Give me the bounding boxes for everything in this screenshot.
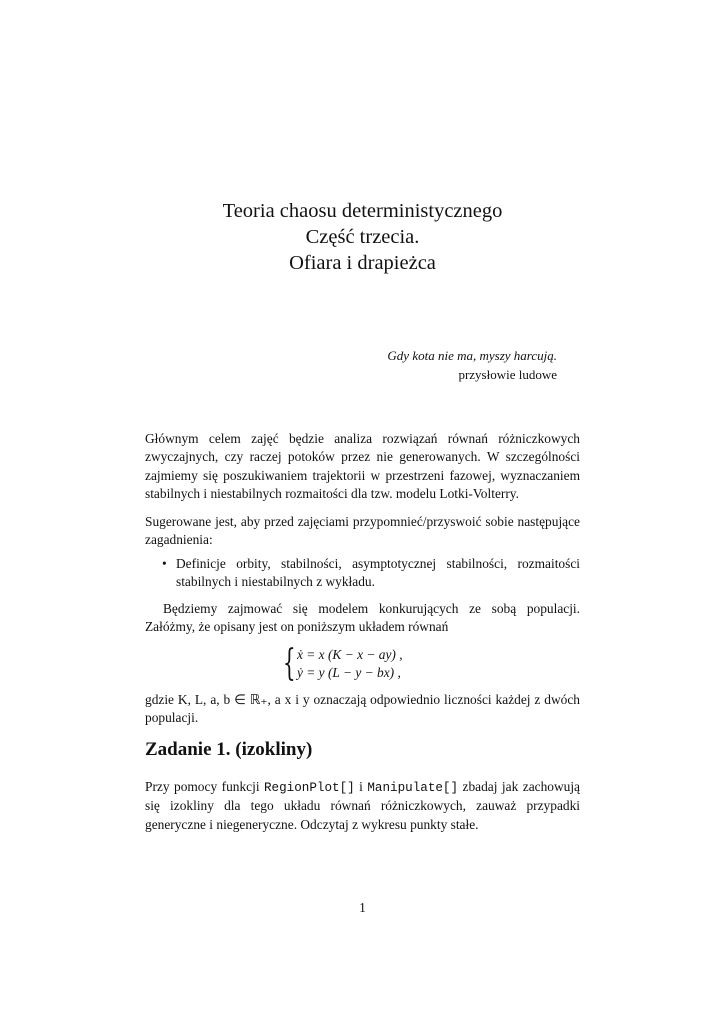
epigraph-quote: Gdy kota nie ma, myszy harcują. (387, 348, 557, 363)
task-text-2: i (354, 779, 368, 794)
intro-paragraph-2: Sugerowane jest, aby przed zajęciami przypomnieć/przyswoić sobie następujące zagadnienia: (145, 514, 580, 548)
task-text-1: Przy pomocy funkcji (145, 779, 264, 794)
code-manipulate: Manipulate[] (367, 781, 459, 795)
equation-x: ẋ = x (K − x − ay) , (297, 647, 403, 662)
task-text-3: zbadaj jak zachowują się izokliny dla tego układu równań różniczkowych, zauważ przypadki generyczne i niegeneryczne. Odczytaj z wykresu punkty stałe. (145, 779, 580, 832)
document-title (0, 198, 725, 276)
title-line-2: Część trzecia. (305, 226, 420, 248)
epigraph-source: przysłowie ludowe (458, 367, 557, 382)
task-paragraph (145, 778, 580, 834)
equation-y: ẏ = y (L − y − bx) , (297, 665, 401, 680)
section-heading: Zadanie 1. (izokliny) (145, 739, 313, 760)
intro-paragraph-4: gdzie K, L, a, b ∈ ℝ₊, a x i y oznaczają odpowiednio liczności każdej z dwóch populacji. (145, 692, 580, 726)
title-line-1: Teoria chaosu deterministycznego (222, 200, 503, 222)
title-line-3: Ofiara i drapieżca (289, 252, 436, 274)
intro-paragraph-3: Będziemy zajmować się modelem konkurujących ze sobą populacji. Załóżmy, że opisany jest on poniższym układem równań (145, 601, 580, 635)
intro-paragraph-1: Głównym celem zajęć będzie analiza rozwiązań równań różniczkowych zwyczajnych, czy raczej potoków przez nie generowanych. W szczególności zajmiemy się poszukiwaniem trajektorii w przestrzeni fazowej, wyznaczaniem stabilnych i niestabilnych rozmaitości dla tzw. modelu Lotki-Volterry. (145, 431, 580, 501)
list-item (160, 555, 580, 592)
code-regionplot: RegionPlot[] (264, 781, 355, 795)
list-item-text: Definicje orbity, stabilności, asymptotycznej stabilności, rozmaitości stabilnych i niestabilnych z wykładu. (176, 556, 580, 590)
page-number: 1 (359, 900, 366, 915)
epigraph (257, 346, 557, 384)
bullet-icon: • (162, 556, 167, 571)
topics-list (160, 555, 580, 592)
brace-icon: { (283, 643, 296, 684)
equation-system (283, 643, 403, 684)
